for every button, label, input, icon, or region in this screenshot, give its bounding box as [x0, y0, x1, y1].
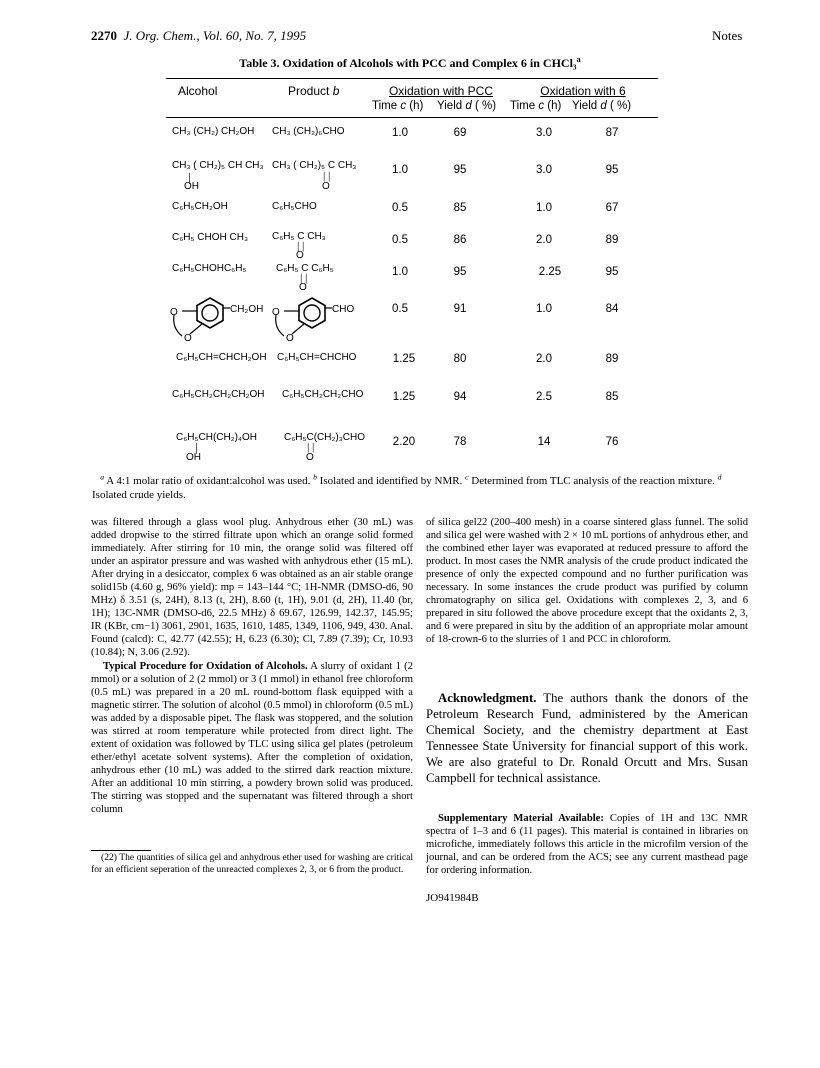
row8-yield-pcc: 94 [453, 391, 467, 403]
row5-product: C₆H₅ C C₆H₅ [276, 263, 334, 274]
time-unit-1: (h) [409, 100, 424, 112]
row4-time-pcc: 0.5 [392, 234, 408, 246]
acknowledgment [426, 690, 748, 786]
footnote-c: Determined from TLC analysis of the reaction mixture. [471, 475, 715, 487]
left-paragraph-1: was filtered through a glass wool plug. Anhydrous ether (30 mL) was added dropwise to the stirred filtrate upon which an orange solid formed immediately. After stirring for 10 min, the orange solid was filtered off under an aspirator pressure and was washed with anhydrous ether (15 mL). After drying in a desiccator, complex 6 was obtained as an air stable orange solid15b (4.60 g, 96% yield): mp = 143–144 °C; 1H-NMR (DMSO-d6, 90 MHz) δ 3.51 (s, 24H), 8.13 (t, 2H), 8.60 (t, 1H), 9.01 (d, 2H), 11.40 (br, 1H); 13C-NMR (DMSO-d6, 22.5 MHz) δ 69.67, 126.99, 142.37, 145.95; IR (KBr, cm−1) 3061, 2901, 1635, 1610, 1485, 1349, 1106, 949, 430. Anal. Found (calcd): C, 42.77 (42.55); H, 6.23 (6.30); Cl, 7.89 (7.39); Cr, 10.93 (10.84); N, 3.06 (2.92). [91, 517, 413, 659]
row3-alcohol: C₆H₅CH₂OH [172, 201, 228, 212]
row9-product: C₆H₅C(CH₂)₃CHO [284, 432, 366, 443]
table-caption-text: Table 3. Oxidation of Alcohols with PCC and Complex 6 in CHCl₃ [239, 56, 577, 70]
header-time-2 [510, 100, 561, 112]
row1-time-pcc: 1.0 [392, 127, 408, 139]
header-yield-2 [572, 100, 631, 112]
table-top-rule [166, 78, 658, 79]
procedure-heading: Typical Procedure for Oxidation of Alcohols. [103, 660, 308, 672]
yield-unit-2: ( %) [609, 100, 632, 112]
row1-product: CH₃ (CH₂)₆CHO [272, 126, 345, 137]
table-caption [0, 56, 820, 71]
acknowledgment-text: The authors thank the donors of the Petroleum Research Fund, administered by the American Chemical Society, and the chemistry department at East Tennessee State University for financial support of this work. We are also grateful to Dr. Ronald Orcutt and Mrs. Susan Campbell for technical assistance. [426, 691, 749, 785]
row4-product: C₆H₅ C CH₃ [272, 231, 326, 242]
row8-time-6: 2.5 [536, 391, 552, 403]
table-header-rule [166, 117, 658, 118]
row4-product-double-bond: ││ [296, 242, 306, 251]
row6-alcohol-ring-o1: O [170, 307, 178, 318]
row1-alcohol: CH₃ (CH₂) CH₂OH [172, 126, 255, 137]
yield-unit-1: ( %) [474, 100, 497, 112]
yield-label-2: Yield [572, 100, 598, 112]
row6-product-structure [272, 298, 354, 344]
time-mark-2: c [538, 100, 545, 112]
row8-yield-6: 85 [605, 391, 619, 403]
left-paragraph-2 [91, 660, 413, 817]
footnote-d: Isolated crude yields. [92, 489, 186, 501]
row9-time-6: 14 [537, 436, 551, 448]
row9-product-o: O [306, 452, 314, 463]
row6-time-6: 1.0 [536, 303, 552, 315]
row6-yield-pcc: 91 [453, 303, 467, 315]
header-group-six: Oxidation with 6 [540, 84, 626, 98]
header-product-text: Product [288, 84, 330, 98]
row2-product: CH₃ ( CH₂)₅ C CH₃ [272, 160, 357, 171]
row3-time-6: 1.0 [536, 202, 552, 214]
row6-product-ring-o1: O [272, 307, 280, 318]
row3-yield-pcc: 85 [453, 202, 467, 214]
yield-mark-1: d [465, 100, 472, 112]
row6-alcohol-substituent: CH₂OH [230, 304, 264, 315]
header-product-mark: b [332, 84, 340, 98]
acknowledgment-heading: Acknowledgment. [438, 691, 537, 705]
row1-time-6: 3.0 [536, 127, 552, 139]
header-group-pcc: Oxidation with PCC [388, 84, 494, 98]
row2-product-o: O [322, 181, 330, 192]
row6-alcohol-ring-o2: O [184, 333, 192, 344]
section-label: Notes [712, 28, 743, 43]
row9-time-pcc: 2.20 [392, 436, 416, 448]
right-column [426, 516, 748, 646]
time-mark-1: c [400, 100, 407, 112]
row9-yield-6: 76 [605, 436, 619, 448]
row2-time-6: 3.0 [536, 164, 552, 176]
row9-yield-pcc: 78 [453, 436, 467, 448]
header-yield-1 [437, 100, 496, 112]
footnote-rule [91, 850, 151, 851]
row9-alcohol-branch: │ [194, 443, 200, 453]
row8-product: C₆H₅CH₂CH₂CHO [282, 389, 364, 400]
supplementary-text: Copies of 1H and 13C NMR spectra of 1–3 and 6 (11 pages). This material is contained in libraries on microfiche, immediately follows this article in the microfilm version of the journal, and can be ordered from the ACS; see any current masthead page for ordering information. [426, 813, 748, 877]
table-footnotes: $^a$ A 4:1 molar ratio of oxidant:alcohol was used. $^b$ Isolated and identified by NMR. $^c$ Determined from TLC analysis of the reaction mixture. $^d$ Isolated crude yields. [92, 472, 722, 501]
row6-product-ring-o2: O [286, 333, 294, 344]
row4-yield-6: 89 [605, 234, 619, 246]
journal-citation: J. Org. Chem., Vol. 60, No. 7, 1995 [123, 28, 307, 43]
row4-yield-pcc: 86 [453, 234, 467, 246]
row6-time-pcc: 0.5 [392, 303, 408, 315]
row9-product-double-bond: ││ [306, 443, 316, 452]
header-time-1 [372, 100, 423, 112]
yield-mark-2: d [600, 100, 607, 112]
row7-product: C₆H₅CH=CHCHO [277, 352, 357, 363]
row7-time-6: 2.0 [536, 353, 552, 365]
row6-yield-6: 84 [605, 303, 619, 315]
row2-alcohol: CH₃ ( CH₂)₅ CH CH₃ [172, 160, 264, 171]
running-header [91, 28, 306, 44]
row7-yield-pcc: 80 [453, 353, 467, 365]
time-label-2: Time [510, 100, 536, 112]
row3-yield-6: 67 [605, 202, 619, 214]
row7-time-pcc: 1.25 [392, 353, 416, 365]
footnote-a: A 4:1 molar ratio of oxidant:alcohol was used. [106, 475, 311, 487]
right-paragraph-1: of silica gel22 (200–400 mesh) in a coarse sintered glass funnel. The solid and silica gel were washed with 2 × 10 mL portions of anhydrous ether, and the combined ether layer was evaporated at reduced pressure to afford the product. In most cases the NMR analysis of the crude product indicated the presence of only the expected compound and no further purification was necessary. In some instances the crude product was purified by column chromatography on silica gel. Oxidations with complexes 2, 3, and 6 prepared in situ followed the above procedure except that the oxidants 2, 3, and 6 were prepared in situ by the addition of an appropriate molar amount of 18-crown-6 to the slurries of 1 and PCC in chloroform. [426, 517, 748, 646]
row8-alcohol: C₆H₅CH₂CH₂CH₂OH [172, 389, 265, 400]
row3-time-pcc: 0.5 [392, 202, 408, 214]
row2-time-pcc: 1.0 [392, 164, 408, 176]
row6-alcohol-structure [170, 298, 263, 344]
row2-product-double-bond: ││ [322, 172, 332, 181]
page-number: 2270 [91, 28, 117, 43]
row5-time-6: 2.25 [538, 266, 562, 278]
row3-product: C₆H₅CHO [272, 201, 317, 212]
row9-alcohol: C₆H₅CH(CH₂)₄OH [176, 432, 258, 443]
left-column [91, 516, 413, 816]
header-product [288, 84, 339, 98]
caption-mark: a [576, 55, 581, 64]
row2-yield-pcc: 95 [453, 164, 467, 176]
row5-product-o: O [299, 282, 307, 293]
row4-time-6: 2.0 [536, 234, 552, 246]
yield-label-1: Yield [437, 100, 463, 112]
row5-alcohol: C₆H₅CHOHC₆H₅ [172, 263, 247, 274]
supplementary-heading: Supplementary Material Available: [438, 813, 604, 824]
row9-alcohol-oh: OH [186, 452, 201, 463]
row4-product-o: O [296, 250, 304, 261]
row1-yield-6: 87 [605, 127, 619, 139]
manuscript-code: JO941984B [426, 892, 479, 904]
procedure-text: A slurry of oxidant 1 (2 mmol) or a solution of 2 (2 mmol) or 3 (1 mmol) in ethanol free chloroform (0.5 mL) was prepared in a 20 mL round-bottom flask equipped with a magnetic stirrer. The solution of alcohol (0.5 mmol) in chloroform (0.5 mL) was added by a disposable pipet. The flask was stoppered, and the solution was stirred at room temperature while protected from direct light. The extent of oxidation was followed by TLC using silica gel plates (petroleum ether/ethyl acetate solvent systems). After the completion of oxidation, anhydrous ether (10 mL) was added to the stirred dark reaction mixture. After an additional 10 min stirring, a powdery brown solid was produced. The stirring was stopped and the supernatant was filtered through a short column [91, 660, 413, 816]
left-footnote-22: (22) The quantities of silica gel and anhydrous ether used for washing are critical for an efficient seperation of the unreacted complexes 2, 3, or 6 from the product. [91, 852, 413, 875]
row2-alcohol-branch: │ [187, 173, 193, 183]
row8-time-pcc: 1.25 [392, 391, 416, 403]
row5-yield-6: 95 [605, 266, 619, 278]
supplementary-material [426, 812, 748, 877]
footnote-b: Isolated and identified by NMR. [319, 475, 463, 487]
row5-yield-pcc: 95 [453, 266, 467, 278]
row7-alcohol: C₆H₅CH=CHCH₂OH [176, 352, 267, 363]
header-alcohol: Alcohol [178, 84, 218, 98]
row6-product-substituent: CHO [332, 304, 355, 315]
row5-time-pcc: 1.0 [392, 266, 408, 278]
row6-structures [160, 290, 370, 350]
row2-alcohol-oh: OH [184, 181, 199, 192]
row5-product-double-bond: ││ [299, 274, 309, 283]
time-label-1: Time [372, 100, 398, 112]
row1-yield-pcc: 69 [453, 127, 467, 139]
time-unit-2: (h) [547, 100, 562, 112]
row7-yield-6: 89 [605, 353, 619, 365]
row2-yield-6: 95 [605, 164, 619, 176]
row4-alcohol: C₆H₅ CHOH CH₃ [172, 232, 249, 243]
